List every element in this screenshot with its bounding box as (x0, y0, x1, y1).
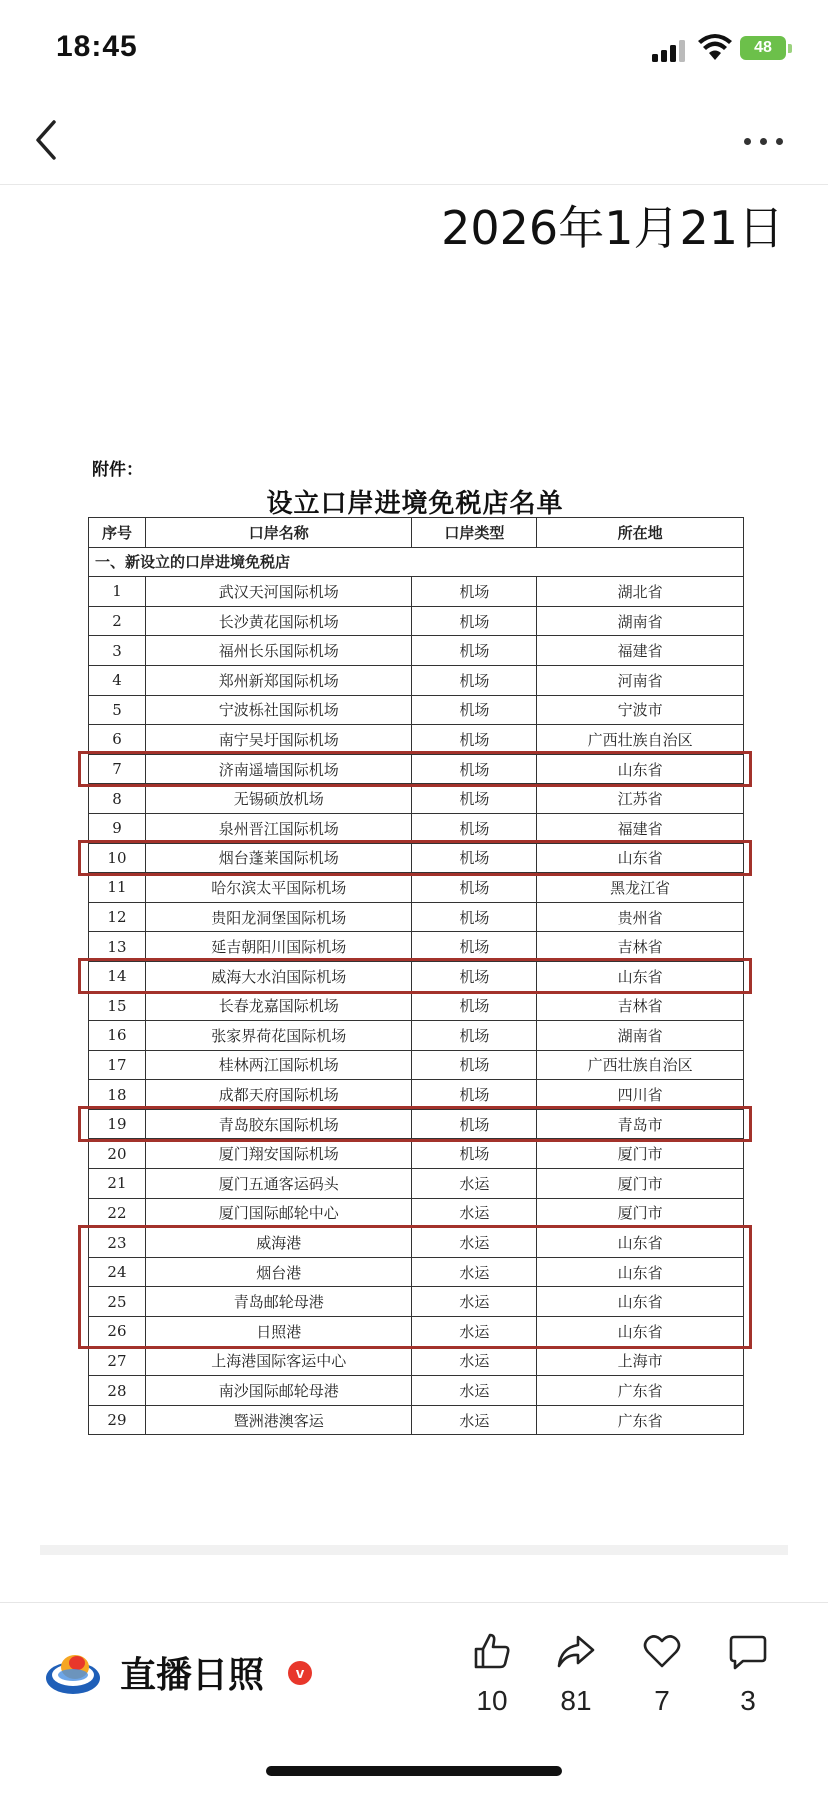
table-row (89, 1198, 744, 1228)
table-row (89, 784, 744, 814)
cell-seq: 22 (89, 1198, 146, 1228)
cell-location: 山东省 (537, 1257, 744, 1287)
cell-port-type: 机场 (412, 902, 537, 932)
cell-port-type: 水运 (412, 1346, 537, 1376)
cell-port-type: 机场 (412, 636, 537, 666)
wifi-icon (698, 34, 732, 62)
cell-port-name: 武汉天河国际机场 (145, 577, 412, 607)
footer-bar (0, 1602, 828, 1793)
cell-port-type: 机场 (412, 754, 537, 784)
cell-port-name: 郑州新郑国际机场 (145, 665, 412, 695)
cell-port-type: 机场 (412, 725, 537, 755)
cell-port-name: 威海大水泊国际机场 (145, 961, 412, 991)
like-count: 10 (476, 1685, 508, 1716)
more-options-icon[interactable] (744, 126, 794, 156)
cell-seq: 19 (89, 1109, 146, 1139)
table-row (89, 902, 744, 932)
cell-port-type: 水运 (412, 1287, 537, 1317)
table-row (89, 1346, 744, 1376)
back-chevron-icon[interactable] (28, 116, 68, 164)
comment-icon (728, 1631, 768, 1671)
cell-location: 湖北省 (537, 577, 744, 607)
cell-seq: 18 (89, 1080, 146, 1110)
share-icon (556, 1631, 596, 1671)
cell-seq: 15 (89, 991, 146, 1021)
cell-seq: 25 (89, 1287, 146, 1317)
cell-location: 黑龙江省 (537, 873, 744, 903)
cell-location: 山东省 (537, 1287, 744, 1317)
table-row (89, 813, 744, 843)
cell-seq: 7 (89, 754, 146, 784)
col-header-seq: 序号 (89, 518, 146, 548)
col-header-location: 所在地 (537, 518, 744, 548)
cell-port-type: 水运 (412, 1257, 537, 1287)
cell-port-type: 机场 (412, 784, 537, 814)
cell-seq: 29 (89, 1405, 146, 1435)
cell-port-name: 哈尔滨太平国际机场 (145, 873, 412, 903)
cell-seq: 27 (89, 1346, 146, 1376)
cell-port-name: 张家界荷花国际机场 (145, 1021, 412, 1051)
document-title: 设立口岸进境免税店名单 (266, 489, 564, 519)
cell-port-type: 机场 (412, 961, 537, 991)
cell-port-name: 长沙黄花国际机场 (145, 606, 412, 636)
cell-port-type: 水运 (412, 1198, 537, 1228)
table-header-row (89, 518, 744, 548)
cell-port-name: 威海港 (145, 1228, 412, 1258)
highlight-box (78, 958, 752, 994)
cell-port-type: 水运 (412, 1169, 537, 1199)
cell-location: 宁波市 (537, 695, 744, 725)
cell-port-type: 机场 (412, 577, 537, 607)
favorite-button[interactable] (632, 1631, 692, 1717)
cell-location: 河南省 (537, 665, 744, 695)
favorite-count: 7 (654, 1685, 670, 1716)
cell-location: 山东省 (537, 843, 744, 873)
cell-seq: 10 (89, 843, 146, 873)
cell-seq: 28 (89, 1376, 146, 1406)
highlight-box (78, 840, 752, 876)
home-indicator[interactable] (266, 1766, 562, 1776)
cell-port-type: 机场 (412, 606, 537, 636)
cell-location: 吉林省 (537, 991, 744, 1021)
table-row (89, 1376, 744, 1406)
cell-location: 厦门市 (537, 1198, 744, 1228)
cell-port-type: 水运 (412, 1317, 537, 1347)
cell-port-name: 长春龙嘉国际机场 (145, 991, 412, 1021)
cell-port-name: 福州长乐国际机场 (145, 636, 412, 666)
cell-port-name: 南宁吴圩国际机场 (145, 725, 412, 755)
cell-port-type: 机场 (412, 1050, 537, 1080)
table-row (89, 1405, 744, 1435)
cell-port-type: 机场 (412, 665, 537, 695)
cell-location: 厦门市 (537, 1139, 744, 1169)
table-row (89, 606, 744, 636)
cell-port-name: 青岛邮轮母港 (145, 1287, 412, 1317)
cell-location: 福建省 (537, 636, 744, 666)
table-row (89, 665, 744, 695)
nav-bar (0, 96, 828, 185)
highlight-box (78, 751, 752, 787)
cell-location: 青岛市 (537, 1109, 744, 1139)
cell-port-name: 桂林两江国际机场 (145, 1050, 412, 1080)
cell-seq: 1 (89, 577, 146, 607)
cell-port-type: 机场 (412, 873, 537, 903)
article-date: 2026年1月21日 (441, 201, 784, 255)
cell-seq: 13 (89, 932, 146, 962)
cell-port-type: 机场 (412, 695, 537, 725)
status-time: 18:45 (56, 30, 138, 63)
thumbs-up-icon (472, 1631, 512, 1671)
col-header-type: 口岸类型 (412, 518, 537, 548)
share-count: 81 (560, 1685, 592, 1716)
cell-port-type: 机场 (412, 991, 537, 1021)
cell-port-name: 烟台蓬莱国际机场 (145, 843, 412, 873)
heart-icon (642, 1631, 682, 1671)
cell-location: 广东省 (537, 1376, 744, 1406)
cell-location: 山东省 (537, 1228, 744, 1258)
cell-port-type: 机场 (412, 843, 537, 873)
cell-port-name: 烟台港 (145, 1257, 412, 1287)
cell-port-type: 机场 (412, 1080, 537, 1110)
table-row (89, 1080, 744, 1110)
cell-seq: 9 (89, 813, 146, 843)
cell-port-name: 南沙国际邮轮母港 (145, 1376, 412, 1406)
table-row (89, 1021, 744, 1051)
section-row (89, 547, 744, 577)
status-bar (0, 0, 828, 96)
cell-seq: 14 (89, 961, 146, 991)
cell-seq: 8 (89, 784, 146, 814)
cell-location: 广西壮族自治区 (537, 1050, 744, 1080)
cell-port-name: 暨洲港澳客运 (145, 1405, 412, 1435)
cell-seq: 5 (89, 695, 146, 725)
cell-port-name: 济南遥墙国际机场 (145, 754, 412, 784)
cell-port-type: 机场 (412, 1021, 537, 1051)
col-header-port: 口岸名称 (145, 518, 412, 548)
cell-seq: 6 (89, 725, 146, 755)
highlight-box (78, 1225, 752, 1349)
cell-seq: 3 (89, 636, 146, 666)
cell-seq: 24 (89, 1257, 146, 1287)
cell-seq: 11 (89, 873, 146, 903)
cell-port-type: 水运 (412, 1228, 537, 1258)
cell-location: 山东省 (537, 754, 744, 784)
table-row (89, 577, 744, 607)
table-row (89, 1169, 744, 1199)
comment-count: 3 (740, 1685, 756, 1716)
table-row (89, 725, 744, 755)
cellular-signal-icon (652, 40, 688, 62)
cell-seq: 21 (89, 1169, 146, 1199)
cell-seq: 16 (89, 1021, 146, 1051)
table-row (89, 873, 744, 903)
battery-icon (740, 36, 786, 60)
cell-location: 厦门市 (537, 1169, 744, 1199)
table-row (89, 991, 744, 1021)
like-button[interactable] (462, 1631, 522, 1717)
cell-location: 山东省 (537, 1317, 744, 1347)
cell-location: 山东省 (537, 961, 744, 991)
cell-port-name: 泉州晋江国际机场 (145, 813, 412, 843)
cell-port-type: 机场 (412, 813, 537, 843)
table-row (89, 636, 744, 666)
content-divider (40, 1545, 788, 1555)
cell-port-type: 水运 (412, 1405, 537, 1435)
share-button[interactable] (546, 1631, 606, 1717)
cell-seq: 26 (89, 1317, 146, 1347)
cell-seq: 2 (89, 606, 146, 636)
table-row (89, 1050, 744, 1080)
cell-port-name: 上海港国际客运中心 (145, 1346, 412, 1376)
cell-port-type: 机场 (412, 1139, 537, 1169)
cell-port-name: 日照港 (145, 1317, 412, 1347)
cell-port-type: 水运 (412, 1376, 537, 1406)
cell-port-name: 青岛胶东国际机场 (145, 1109, 412, 1139)
cell-location: 江苏省 (537, 784, 744, 814)
table-row (89, 695, 744, 725)
cell-location: 上海市 (537, 1346, 744, 1376)
comment-button[interactable] (718, 1631, 778, 1717)
table-row (89, 1139, 744, 1169)
cell-seq: 12 (89, 902, 146, 932)
battery-tip (788, 44, 792, 53)
account-name[interactable]: 直播日照 (120, 1655, 265, 1696)
cell-location: 贵州省 (537, 902, 744, 932)
attachment-label: 附件： (92, 460, 143, 480)
cell-location: 湖南省 (537, 606, 744, 636)
cell-seq: 20 (89, 1139, 146, 1169)
cell-seq: 23 (89, 1228, 146, 1258)
cell-port-name: 宁波栎社国际机场 (145, 695, 412, 725)
account-logo-icon[interactable] (44, 1645, 102, 1697)
cell-location: 广西壮族自治区 (537, 725, 744, 755)
cell-port-type: 机场 (412, 932, 537, 962)
cell-location: 湖南省 (537, 1021, 744, 1051)
table-row (89, 932, 744, 962)
cell-location: 福建省 (537, 813, 744, 843)
cell-port-name: 成都天府国际机场 (145, 1080, 412, 1110)
cell-port-name: 无锡硕放机场 (145, 784, 412, 814)
cell-port-name: 延吉朝阳川国际机场 (145, 932, 412, 962)
cell-port-type: 机场 (412, 1109, 537, 1139)
section-title: 一、新设立的口岸进境免税店 (89, 547, 744, 577)
cell-port-name: 厦门国际邮轮中心 (145, 1198, 412, 1228)
cell-port-name: 厦门五通客运码头 (145, 1169, 412, 1199)
cell-location: 四川省 (537, 1080, 744, 1110)
verified-badge: v (288, 1661, 312, 1685)
highlight-box (78, 1106, 752, 1142)
battery-level: 48 (754, 39, 772, 56)
cell-seq: 4 (89, 665, 146, 695)
cell-port-name: 厦门翔安国际机场 (145, 1139, 412, 1169)
cell-location: 广东省 (537, 1405, 744, 1435)
cell-port-name: 贵阳龙洞堡国际机场 (145, 902, 412, 932)
cell-location: 吉林省 (537, 932, 744, 962)
cell-seq: 17 (89, 1050, 146, 1080)
